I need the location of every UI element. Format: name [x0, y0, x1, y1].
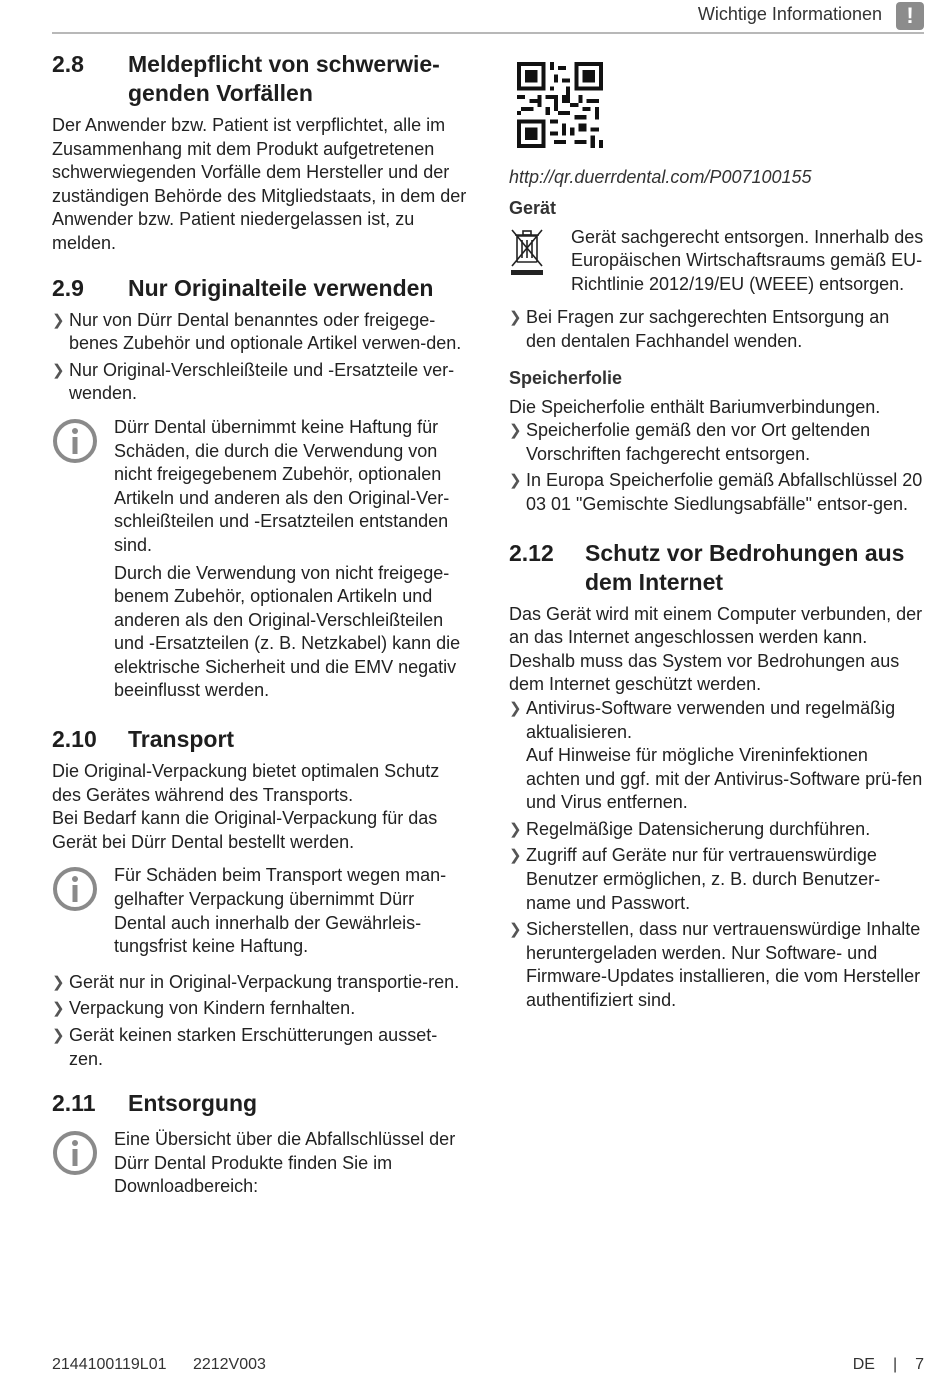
section-title: Schutz vor Bedrohungen aus dem Internet — [585, 539, 905, 595]
section-heading — [52, 274, 470, 303]
step-item — [509, 918, 924, 1012]
footer-separator: | — [892, 1356, 898, 1373]
chevron-right-icon: ❯ — [509, 847, 522, 865]
doc-version: 2212V003 — [192, 1356, 266, 1373]
info-note — [52, 864, 470, 962]
crossed-bin-icon — [509, 226, 571, 297]
step-item — [52, 1024, 470, 1071]
paragraph: Das Gerät wird mit einem Computer verbunden, der an das Internet angeschlossen werden kann. Deshalb muss das System vor Bedrohungen aus dem Internet geschützt werden. — [509, 603, 923, 695]
section-title: Entsorgung — [128, 1090, 258, 1117]
doc-id: 2144100119L01 — [52, 1356, 167, 1373]
section-title: Nur Originalteile verwenden — [128, 274, 434, 301]
section-number: 2.8 — [52, 51, 84, 77]
section-2-12 — [509, 539, 924, 1013]
info-note — [52, 1128, 470, 1203]
step-list — [509, 697, 924, 1013]
page-number: 7 — [915, 1356, 924, 1373]
chevron-right-icon: ❯ — [509, 699, 522, 717]
download-link[interactable]: http://qr.duerrdental.com/P007100155 — [509, 167, 812, 187]
step-item — [509, 818, 924, 842]
chevron-right-icon: ❯ — [52, 361, 65, 379]
chevron-right-icon: ❯ — [52, 1000, 65, 1018]
section-2-11 — [52, 1089, 470, 1203]
info-icon — [52, 1128, 114, 1203]
chevron-right-icon: ❯ — [52, 311, 65, 329]
section-heading — [52, 50, 470, 108]
subheading-geraet: Gerät — [509, 197, 557, 218]
warning-icon: ! — [896, 2, 924, 30]
qr-code-icon[interactable] — [517, 62, 603, 148]
info-icon — [52, 416, 114, 707]
header-title: Wichtige Informationen — [697, 4, 882, 24]
chevron-right-icon: ❯ — [509, 422, 522, 440]
footer-right — [853, 1356, 924, 1374]
step-text: Sicherstellen, dass nur vertrauenswürdige Inhalte heruntergeladen werden. Nur Software- und Firmware-Updates installieren, die vom Hersteller authentifiziert sind. — [526, 919, 921, 1011]
paragraph: Der Anwender bzw. Patient ist verpflichtet, alle im Zusammenhang mit dem Produkt aufgetretenen schwerwiegenden Vorfälle dem Hersteller und der zuständigen Behörde des Mitgliedstaats, in dem der Anwender bzw. Patient niedergelassen ist, zu melden. — [52, 115, 467, 253]
section-2-10 — [52, 725, 470, 1071]
step-text: In Europa Speicherfolie gemäß Abfallschlüssel 20 03 01 "Gemischte Siedlungsabfälle" entsor-gen. — [526, 470, 923, 514]
subheading-speicherfolie: Speicherfolie — [509, 367, 623, 388]
step-text: Gerät nur in Original-Verpackung transportie-ren. — [69, 971, 460, 992]
note-text: Dürr Dental übernimmt keine Haftung für Schäden, die durch die Verwendung von nicht freigegebenem Zubehör, optionalen Artikeln und anderen als den Original-Ver-schleißteilen und -Ersatzteilen entstanden sind. — [114, 416, 450, 555]
chevron-right-icon: ❯ — [509, 309, 522, 327]
info-icon — [52, 864, 114, 962]
section-number: 2.10 — [52, 726, 97, 753]
step-item — [52, 997, 470, 1021]
note-text: Für Schäden beim Transport wegen man-gelhafter Verpackung übernimmt Dürr Dental auch innerhalb der Gewährleis-tungsfrist keine Haftung. — [114, 865, 447, 957]
section-number: 2.9 — [52, 274, 84, 301]
right-column — [509, 50, 924, 1031]
footer-left — [52, 1356, 288, 1374]
step-text: Nur Original-Verschleißteile und -Ersatzteile ver-wenden. — [69, 359, 455, 404]
step-text: Verpackung von Kindern fernhalten. — [69, 998, 356, 1019]
chevron-right-icon: ❯ — [509, 820, 522, 838]
chevron-right-icon: ❯ — [509, 921, 522, 939]
step-item — [509, 697, 924, 815]
info-note — [52, 416, 470, 707]
section-2-9 — [52, 274, 470, 708]
step-item — [52, 359, 470, 406]
step-text: Antivirus-Software verwenden und regelmäßig aktualisieren. — [526, 697, 896, 742]
weee-text: Gerät sachgerecht entsorgen. Innerhalb des Europäischen Wirtschaftsraums gemäß EU-Richtlinie 2012/19/EU (WEEE) entsorgen. — [571, 226, 924, 294]
section-heading — [509, 539, 924, 597]
step-list — [509, 419, 924, 516]
step-item — [509, 469, 924, 516]
step-item — [509, 844, 924, 915]
step-item — [52, 309, 470, 356]
page-header — [52, 0, 924, 34]
paragraph: Die Original-Verpackung bietet optimalen Schutz des Gerätes während des Transports. — [52, 761, 440, 805]
section-heading — [52, 725, 470, 754]
language-code: DE — [852, 1356, 875, 1373]
section-2-8 — [52, 50, 470, 256]
step-text: Nur von Dürr Dental benanntes oder freigege-benes Zubehör und optionale Artikel verwen-den. — [69, 309, 462, 354]
note-text: Eine Übersicht über die Abfallschlüssel der Dürr Dental Produkte finden Sie im Downloadbereich: — [114, 1129, 456, 1197]
section-number: 2.11 — [52, 1090, 96, 1117]
step-item — [509, 419, 924, 466]
section-title: Meldepflicht von schwerwie-genden Vorfällen — [128, 51, 440, 106]
step-list — [509, 306, 924, 353]
step-text: Gerät keinen starken Erschütterungen ausset-zen. — [69, 1025, 438, 1069]
left-column — [52, 50, 470, 1221]
step-text: Bei Fragen zur sachgerechten Entsorgung an den dentalen Fachhandel wenden. — [526, 307, 890, 351]
paragraph: Bei Bedarf kann die Original-Verpackung für das Gerät bei Dürr Dental bestellt werden. — [52, 808, 438, 852]
step-item — [509, 306, 924, 353]
step-text: Regelmäßige Datensicherung durchführen. — [526, 818, 871, 839]
step-text: Speicherfolie gemäß den vor Ort geltenden Vorschriften fachgerecht entsorgen. — [526, 420, 871, 464]
chevron-right-icon: ❯ — [509, 472, 522, 490]
note-text: Durch die Verwendung von nicht freigege-benem Zubehör, optionalen Artikeln und anderen als den Original-Verschleißteilen und -Ersatzteilen (z. B. Netzkabel) kann die elektrische Sicherheit und die EMV negativ beeinflusst werden. — [114, 562, 461, 701]
step-subtext: Auf Hinweise für mögliche Vireninfektionen achten und ggf. mit der Antivirus-Software prü-fen und Virus entfernen. — [526, 745, 923, 813]
chevron-right-icon: ❯ — [52, 973, 65, 991]
step-item — [52, 971, 470, 995]
step-list — [52, 309, 470, 406]
step-list — [52, 971, 470, 1071]
section-heading — [52, 1089, 470, 1118]
chevron-right-icon: ❯ — [52, 1027, 65, 1044]
section-title: Transport — [128, 726, 235, 753]
paragraph: Die Speicherfolie enthält Bariumverbindungen. — [509, 396, 881, 417]
section-number: 2.12 — [509, 539, 554, 566]
weee-block — [509, 226, 924, 297]
step-text: Zugriff auf Geräte nur für vertrauenswürdige Benutzer ermöglichen, z. B. durch Benutzer-name und Passwort. — [526, 845, 881, 913]
